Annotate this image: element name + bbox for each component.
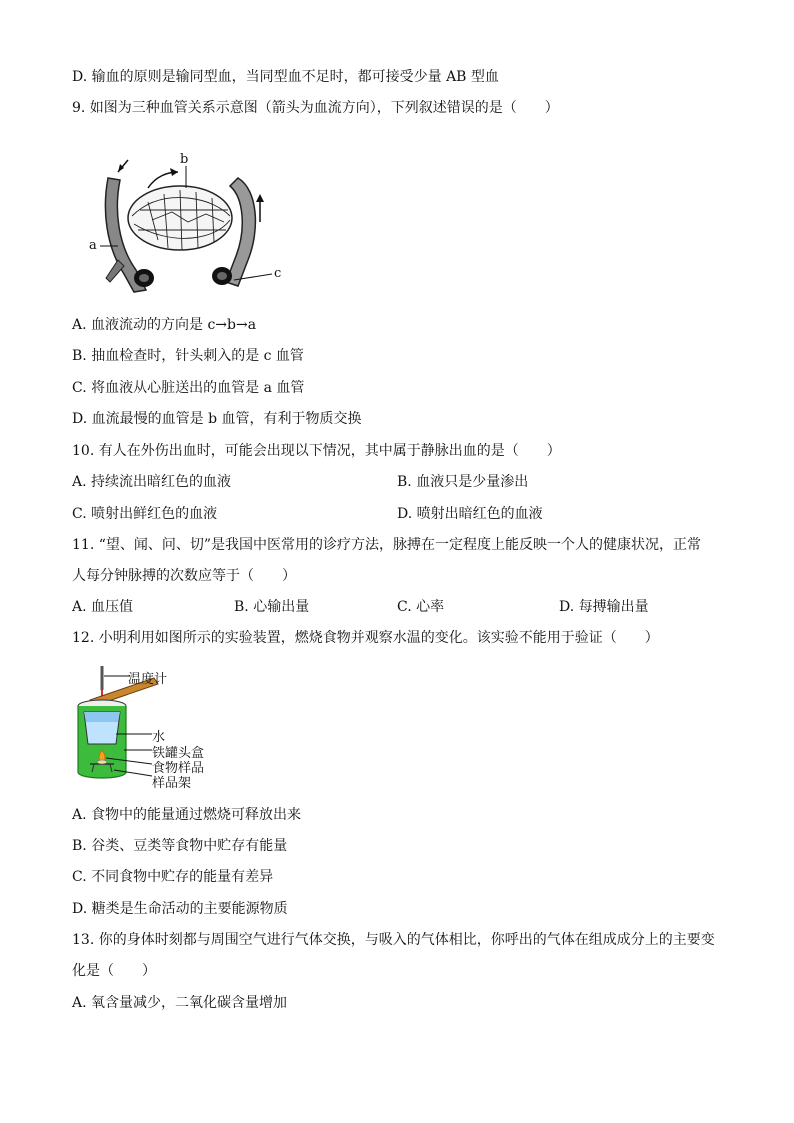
q11-stem-line2: 人每分钟脉搏的次数应等于（ ） [72,568,296,584]
q8-option-d: D. 输血的原则是输同型血，当同型血不足时，都可接受少量 AB 型血 [72,69,499,85]
label-food-sample: 食物样品 [152,761,205,776]
q13-stem-line1: 13. 你的身体时刻都与周围空气进行气体交换，与吸入的气体相比，你呼出的气体在组成成分上的主要变 [72,932,715,948]
q12-option-c: C. 不同食物中贮存的能量有差异 [72,869,274,885]
label-can: 铁罐头盒 [152,746,205,761]
q10-option-a: A. 持续流出暗红色的血液 [72,474,232,490]
label-sample-rack: 样品架 [152,776,192,791]
q10-option-d: D. 喷射出暗红色的血液 [397,506,543,522]
q11-option-a: A. 血压值 [72,599,134,615]
q9-stem: 9. 如图为三种血管关系示意图（箭头为血流方向），下列叙述错误的是（ ） [72,100,559,116]
q12-stem: 12. 小明利用如图所示的实验装置，燃烧食物并观察水温的变化。该实验不能用于验证（ ） [72,630,659,646]
q13-option-a: A. 氧含量减少，二氧化碳含量增加 [72,995,288,1011]
q13-stem-line2: 化是（ ） [72,963,156,979]
q10-stem: 10. 有人在外伤出血时，可能会出现以下情况，其中属于静脉出血的是（ ） [72,443,561,459]
q12-option-b: B. 谷类、豆类等食物中贮存有能量 [72,838,288,854]
q11-option-b: B. 心输出量 [234,599,310,615]
label-water: 水 [152,730,166,745]
label-thermometer: 温度计 [128,672,168,687]
q9-option-b: B. 抽血检查时，针头刺入的是 c 血管 [72,348,304,364]
q10-option-c: C. 喷射出鲜红色的血液 [72,506,218,522]
q9-option-a: A. 血液流动的方向是 c→b→a [72,317,257,333]
q12-option-a: A. 食物中的能量通过燃烧可释放出来 [72,807,302,823]
q9-option-d: D. 血流最慢的血管是 b 血管，有利于物质交换 [72,411,362,427]
blood-vessel-diagram [88,150,288,300]
q11-option-d: D. 每搏输出量 [559,599,649,615]
q12-option-d: D. 糖类是生命活动的主要能源物质 [72,901,288,917]
vessel-label-a: a [89,238,97,253]
vessel-label-c: c [274,266,282,281]
q10-option-b: B. 血液只是少量渗出 [397,474,529,490]
q9-option-c: C. 将血液从心脏送出的血管是 a 血管 [72,380,305,396]
q11-stem-line1: 11. “望、闻、问、切”是我国中医常用的诊疗方法，脉搏在一定程度上能反映一个人的健康状况，正常 [72,537,702,553]
q11-option-c: C. 心率 [397,599,445,615]
vessel-label-b: b [180,152,189,167]
